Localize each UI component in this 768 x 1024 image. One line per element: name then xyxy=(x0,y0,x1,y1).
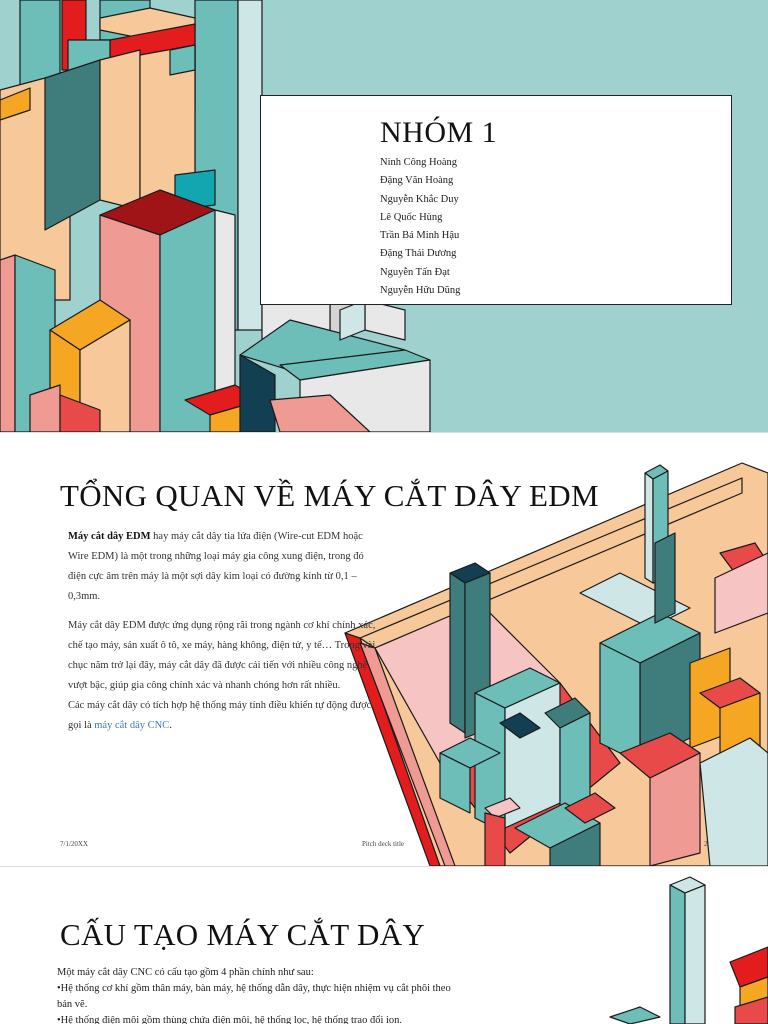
slide-title xyxy=(0,0,768,432)
intro-line: Một máy cắt dây CNC có cấu tạo gồm 4 phần chính như sau: xyxy=(57,967,314,978)
footer-date: 7/1/20XX xyxy=(60,840,88,848)
overview-text xyxy=(68,527,378,736)
member-name: Nguyễn Tấn Đạt xyxy=(380,266,450,278)
slide-overview xyxy=(0,433,768,866)
paragraph-definition xyxy=(68,527,378,607)
term-bold: Máy cắt dây EDM xyxy=(68,531,151,542)
cnc-text: Các máy cắt dây có tích hợp hệ thống máy tính điều khiển tự động được gọi là xyxy=(68,700,372,731)
group-title: NHÓM 1 xyxy=(380,116,498,149)
member-list xyxy=(380,154,460,300)
cnc-period: . xyxy=(169,720,172,731)
member-name: Lê Quốc Hùng xyxy=(380,211,443,223)
slide-structure xyxy=(0,867,768,1024)
definition-text: hay máy cắt dây tia lửa điện (Wire-cut EDM hoặc Wire EDM) là một trong những loại máy gia công xung điện, trong đó điện cực âm trên máy là một sợi dây kim loại có đường kính từ 0,1 – 0,3mm. xyxy=(68,531,364,602)
title-card xyxy=(260,95,732,305)
footer-page-number: 2 xyxy=(704,840,708,848)
member-name: Ninh Công Hoàng xyxy=(380,157,457,168)
bullet-item: •Hệ thống điện môi gồm thùng chứa điện môi, hệ thống lọc, hệ thống trao đổi ion. xyxy=(57,1015,403,1024)
slide-title: CẤU TẠO MÁY CẮT DÂY xyxy=(60,917,426,952)
slide-title: TỔNG QUAN VỀ MÁY CẮT DÂY EDM xyxy=(60,478,599,513)
paragraph-applications: Máy cắt dây EDM được ứng dụng rộng rãi trong ngành cơ khí chính xác, chế tạo máy, sản xuất ô tô, xe máy, hàng không, điện tử, y tế… Trong vài chục năm trở lại đây, máy cắt dây đã được cải tiến với nhiều công nghệ vượt bậc, giúp gia công chính xác và nhanh chóng hơn rất nhiều. xyxy=(68,620,376,691)
member-name: Trần Bá Minh Hậu xyxy=(380,230,460,242)
structure-text xyxy=(57,965,467,1024)
member-name: Nguyễn Hữu Dũng xyxy=(380,285,461,297)
cnc-link[interactable]: máy cắt dây CNC xyxy=(94,720,170,731)
paragraph-cnc xyxy=(68,696,378,736)
bullet-item: •Hệ thống cơ khí gồm thân máy, bàn máy, hệ thống dẫn dây, thực hiện nhiệm vụ cắt phôi theo bản vẽ. xyxy=(57,983,451,1010)
member-name: Nguyễn Khắc Duy xyxy=(380,193,459,205)
footer-title: Pitch deck title xyxy=(362,840,404,848)
member-name: Đặng Văn Hoàng xyxy=(380,175,454,187)
member-name: Đặng Thái Dương xyxy=(380,248,457,260)
